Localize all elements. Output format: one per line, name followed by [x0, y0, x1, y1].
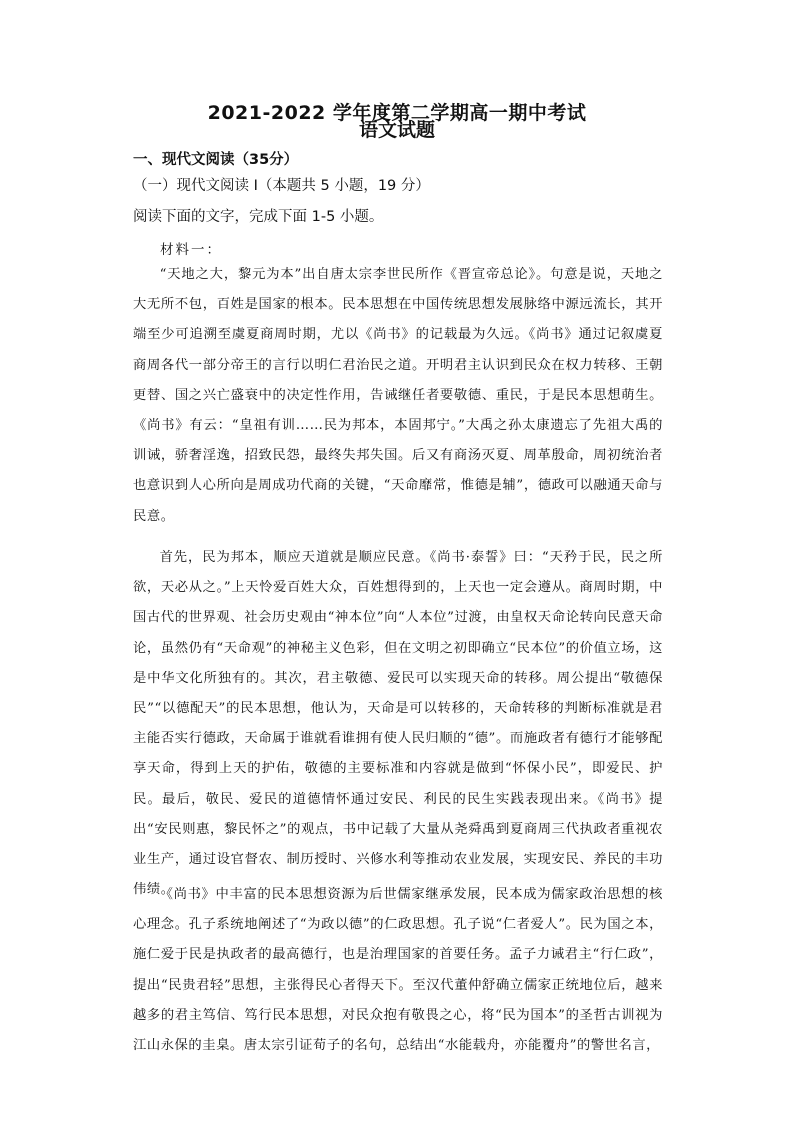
section-sub-heading: （一）现代文阅读 I（本题共 5 小题，19 分）: [133, 178, 430, 194]
passage-paragraph-1: “天地之大，黎元为本”出自唐太宗李世民所作《晋宣帝总论》。句意是说，天地之大无所不包，百姓是国家的根本。民本思想在中国传统思想发展脉络中源远流长，其开端至少可追溯至虞夏商周时期，尤以《尚书》的记载最为久远。《尚书》通过记叙虞夏商周各代一部分帝王的言行以明仁君治民之道。开明君主认识到民众在权力转移、王朝更替、国之兴亡盛衰中的决定性作用，告诫继任者要敬德、重民，于是民本思想萌生。《尚书》有云：“皇祖有训……民为邦本，本固邦宁。”大禹之孙太康遗忘了先祖大禹的训诫，骄奢淫逸，招致民怨，最终失邦失国。后又有商汤灭夏、周革殷命，周初统治者也意识到人心所向是周成功代商的关键，“天命靡常，惟德是辅”，德政可以融通天命与民意。: [133, 267, 663, 524]
exam-title: 2021-2022 学年度第二学期高一期中考试: [207, 102, 587, 124]
section-heading: 一、现代文阅读（35分）: [133, 152, 299, 168]
material-label: 材料一：: [160, 242, 222, 258]
passage-paragraph-3: 《尚书》中丰富的民本思想资源为后世儒家继承发展，民本成为儒家政治思想的核心理念。孔子系统地阐述了“为政以德”的仁政思想。孔子说“仁者爱人”。民为国之本，施仁爱于民是执政者的最高德行，也是治理国家的首要任务。孟子力诫君主“行仁政”，提出“民贵君轻”思想，主张得民心者得天下。至汉代董仲舒确立儒家正统地位后，越来越多的君主笃信、笃行民本思想，对民众抱有敬畏之心，将“民为国本”的圣哲古训视为江山永保的圭臬。唐太宗引证荀子的名句，总结出“水能载舟，亦能覆舟”的警世名言，: [133, 887, 663, 1054]
section-instruction: 阅读下面的文字，完成下面 1-5 小题。: [133, 209, 384, 225]
passage-paragraph-2: 首先，民为邦本，顺应天道就是顺应民意。《尚书·泰誓》曰：“天矜于民，民之所欲，天必从之。”上天怜爱百姓大众，百姓想得到的，上天也一定会遵从。商周时期，中国古代的世界观、社会历史观由“神本位”向“人本位”过渡，由皇权天命论转向民意天命论，虽然仍有“天命观”的神秘主义色彩，但在文明之初即确立“民本位”的价值立场，这是中华文化所独有的。其次，君主敬德、爱民可以实现天命的转移。周公提出“敬德保民”“以德配天”的民本思想，他认为，天命是可以转移的，天命转移的判断标准就是君主能否实行德政，天命属于谁就看谁拥有使人民归顺的“德”。而施政者有德行才能够配享天命，得到上天的护佑，敬德的主要标准和内容就是做到“怀保小民”，即爱民、护民。最后，敬民、爱民的道德情怀通过安民、利民的民生实践表现出来。《尚书》提出“安民则惠，黎民怀之”的观点，书中记载了大量从尧舜禹到夏商周三代执政者重视农业生产，通过设官督农、制历授时、兴修水利等推动农业发展，实现安民、养民的丰功伟绩。: [133, 550, 663, 898]
subject-title: 语文试题: [358, 119, 435, 141]
